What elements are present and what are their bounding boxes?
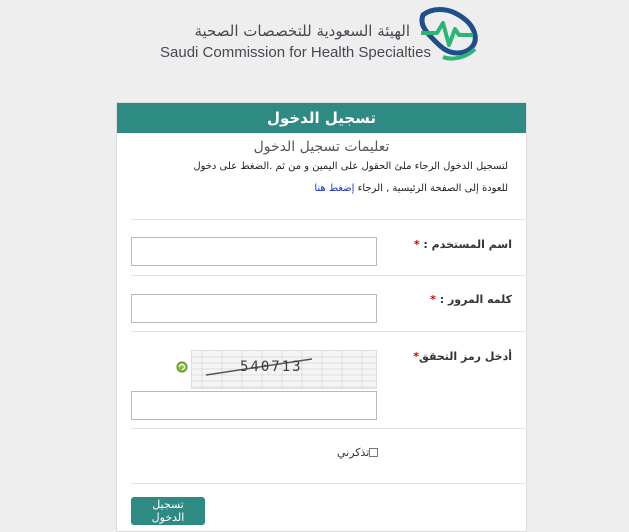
captcha-label-text: أدخل رمز التحقق (419, 350, 512, 363)
required-mark: * (430, 293, 436, 306)
divider (131, 428, 527, 429)
username-label (372, 238, 512, 251)
login-title: تسجيل الدخول (117, 103, 526, 133)
instruction-line-1: لتسجيل الدخول الرجاء ملئ الحقول على اليمين و من ثم .الضغط على دخول (193, 161, 508, 172)
instruction-line-2 (118, 183, 508, 194)
captcha-image (191, 350, 377, 389)
remember-me-label: تذكرني (337, 446, 370, 459)
required-mark: * (413, 238, 420, 251)
login-card (116, 102, 527, 532)
password-label (372, 293, 512, 306)
captcha-refresh-icon[interactable] (176, 361, 188, 373)
username-label-text: اسم المستخدم : (423, 238, 512, 251)
divider (131, 219, 527, 220)
remember-me-checkbox[interactable] (369, 448, 378, 457)
captcha-code: 540713 (240, 359, 303, 375)
instruction-line-2-text: للعودة إلى الصفحة الرئيسية , الرجاء (357, 183, 508, 194)
divider (131, 331, 527, 332)
required-mark: * (413, 350, 420, 363)
divider (131, 275, 527, 276)
logo-arabic-text: الهيئة السعودية للتخصصات الصحية (194, 22, 410, 40)
password-label-text: كلمه المرور : (439, 293, 512, 306)
logo-english-text: Saudi Commission for Health Specialties (160, 44, 431, 61)
divider (131, 483, 527, 484)
captcha-input[interactable] (131, 391, 377, 420)
site-header (0, 0, 629, 100)
home-link[interactable]: إضغط هنا (314, 183, 355, 194)
captcha-label (372, 350, 512, 363)
password-input[interactable] (131, 294, 377, 323)
scfhs-logo-icon (413, 3, 483, 61)
login-button[interactable]: تسجيل الدخول (131, 497, 205, 525)
instructions-title: تعليمات تسجيل الدخول (253, 139, 390, 155)
username-input[interactable] (131, 237, 377, 266)
